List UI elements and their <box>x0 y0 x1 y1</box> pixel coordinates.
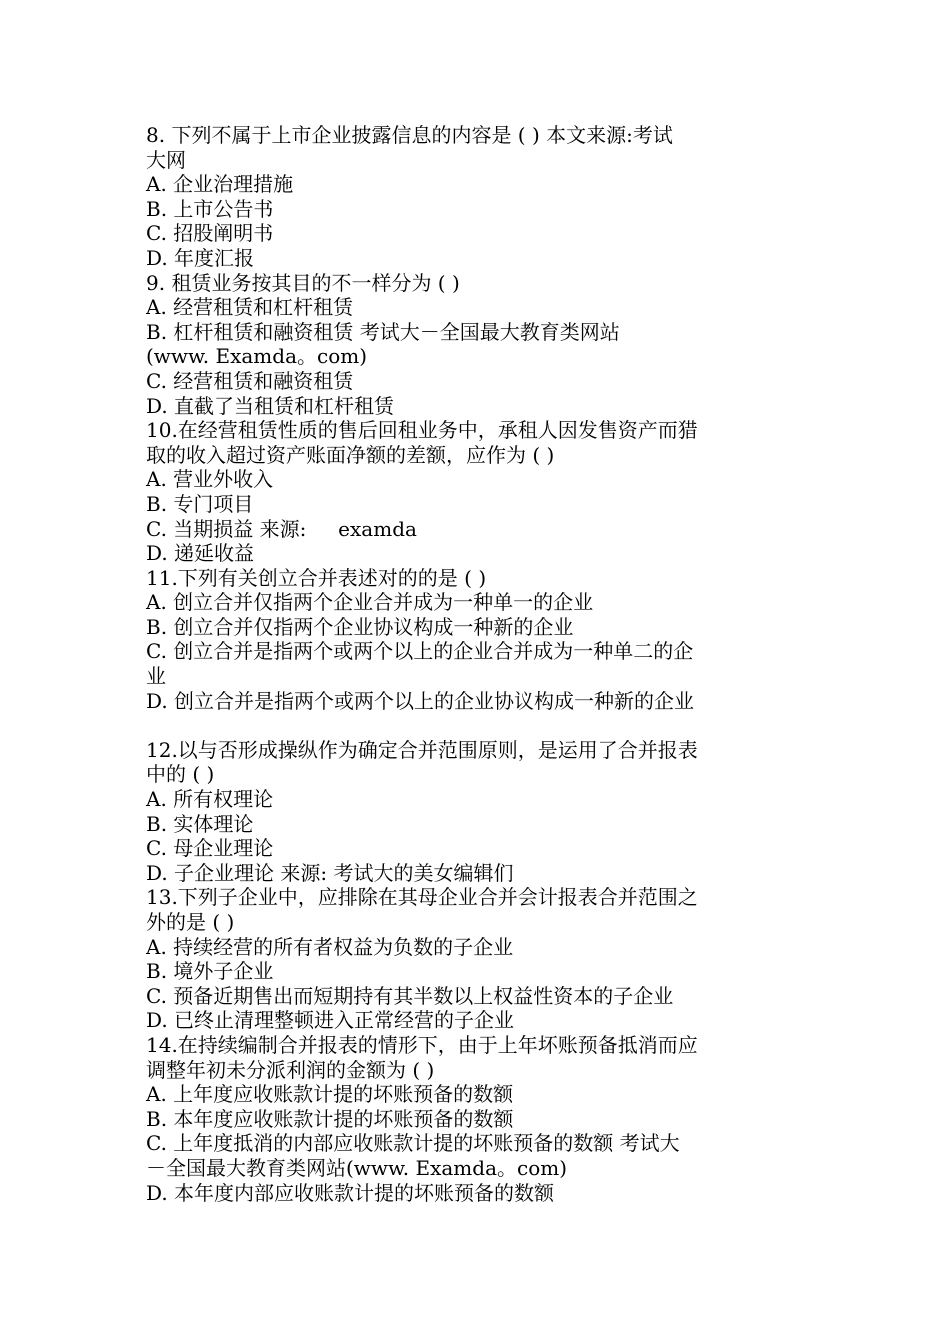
text-line: D. 递延收益 <box>146 541 255 566</box>
text-line: 调整年初未分派利润的金额为 ( ) <box>146 1057 435 1082</box>
text-line: A. 持续经营的所有者权益为负数的子企业 <box>146 934 514 959</box>
text-line: C. 经营租赁和融资租赁 <box>146 368 354 393</box>
text-line: D. 直截了当租赁和杠杆租赁 <box>146 393 395 418</box>
text-line: B. 本年度应收账款计提的坏账预备的数额 <box>146 1106 514 1131</box>
text-line: B. 杠杆租赁和融资租赁 考试大－全国最大教育类网站 <box>146 319 620 344</box>
text-line: 13.下列子企业中，应排除在其母企业合并会计报表合并范围之 <box>146 885 698 910</box>
text-line: C. 上年度抵消的内部应收账款计提的坏账预备的数额 考试大 <box>146 1131 680 1156</box>
text-line: 8. 下列不属于上市企业披露信息的内容是 ( ) 本文来源:考试 <box>146 123 673 147</box>
text-line: 业 <box>146 664 166 689</box>
text-line: D. 已终止清理整顿进入正常经营的子企业 <box>146 1008 515 1033</box>
text-line: C. 创立合并是指两个或两个以上的企业合并成为一种单二的企 <box>146 639 694 664</box>
text-line: 取的收入超过资产账面净额的差额，应作为 ( ) <box>146 442 555 467</box>
text-line: A. 营业外收入 <box>146 467 274 492</box>
text-line: A. 上年度应收账款计提的坏账预备的数额 <box>146 1082 514 1107</box>
text-line: 中的 ( ) <box>146 762 215 787</box>
text-line: B. 创立合并仅指两个企业协议构成一种新的企业 <box>146 614 574 639</box>
question-text-block <box>146 123 808 1205</box>
text-line: 9. 租赁业务按其目的不一样分为 ( ) <box>146 270 460 295</box>
text-line: 11.下列有关创立合并表述对的的是 ( ) <box>146 565 487 590</box>
text-line: D. 本年度内部应收账款计提的坏账预备的数额 <box>146 1180 555 1205</box>
text-line: B. 实体理论 <box>146 811 254 836</box>
text-line: 大网 <box>146 147 186 172</box>
text-line: D. 年度汇报 <box>146 245 255 270</box>
text-line: D. 子企业理论 来源: 考试大的美女编辑们 <box>146 860 514 885</box>
text-line: B. 专门项目 <box>146 491 254 516</box>
text-line: 12.以与否形成操纵作为确定合并范围原则，是运用了合并报表 <box>146 737 698 762</box>
text-line: 外的是 ( ) <box>146 910 235 934</box>
text-line: D. 创立合并是指两个或两个以上的企业协议构成一种新的企业 <box>146 688 695 713</box>
text-line: C. 母企业理论 <box>146 836 274 861</box>
text-line: 14.在持续编制合并报表的情形下，由于上年坏账预备抵消而应 <box>146 1032 698 1057</box>
text-line: －全国最大教育类网站(www. Examda。com) <box>146 1155 568 1180</box>
text-line: B. 上市公告书 <box>146 196 274 221</box>
text-line: A. 创立合并仅指两个企业合并成为一种单一的企业 <box>146 590 594 615</box>
text-line: A. 企业治理措施 <box>146 172 294 197</box>
text-line: C. 招股阐明书 <box>146 221 274 246</box>
text-line: A. 经营租赁和杠杆租赁 <box>146 295 354 320</box>
text-line: C. 预备近期售出而短期持有其半数以上权益性资本的子企业 <box>146 983 674 1008</box>
text-line: C. 当期损益 来源: examda <box>146 516 417 541</box>
text-line: 10.在经营租赁性质的售后回租业务中，承租人因发售资产而猎 <box>146 418 698 443</box>
text-line: (www. Examda。com) <box>146 344 368 369</box>
text-line: B. 境外子企业 <box>146 959 274 984</box>
text-line: A. 所有权理论 <box>146 787 274 812</box>
blank-line <box>146 713 808 738</box>
